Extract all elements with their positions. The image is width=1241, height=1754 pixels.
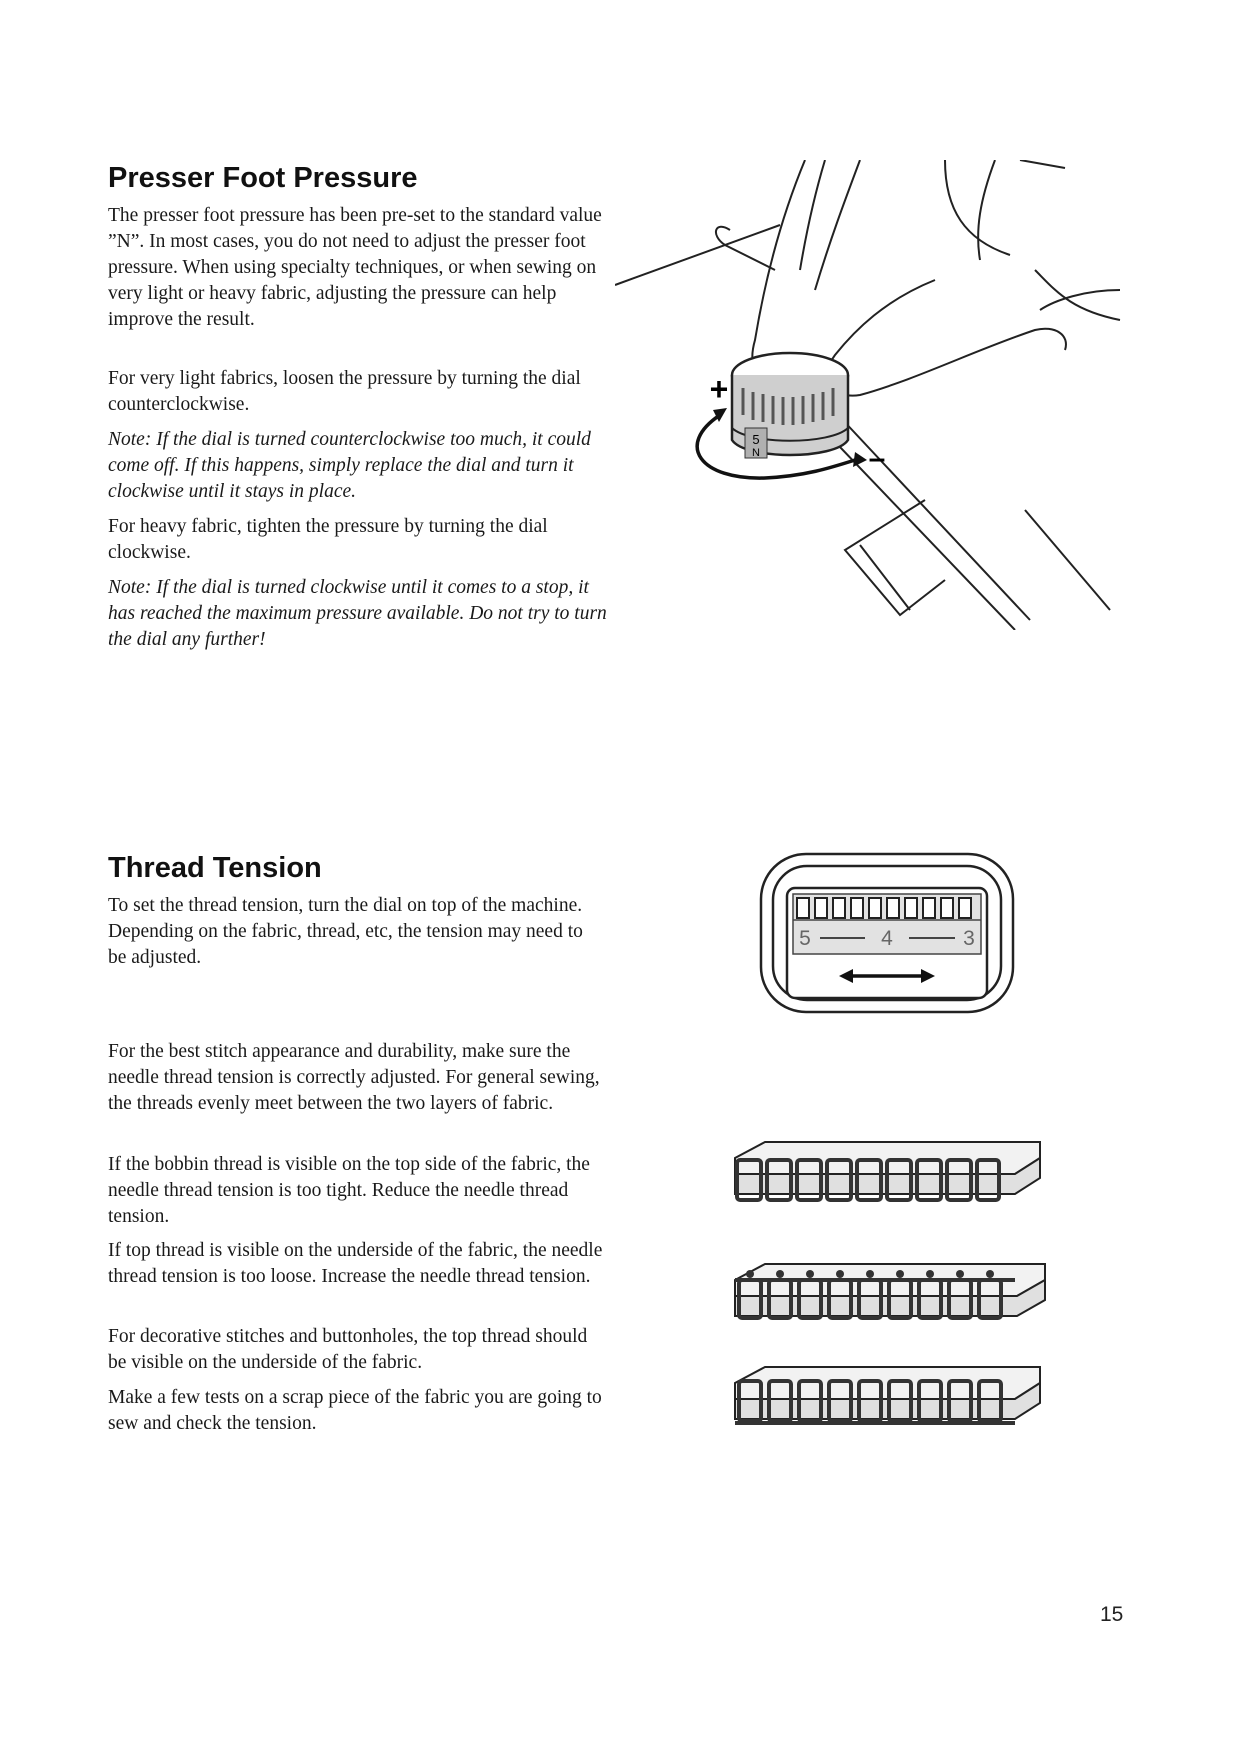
scale-label-4: 4 [881, 927, 893, 950]
paragraph-decorative: For decorative stitches and buttonholes, the top thread should be visible on the underside of the fabric. [108, 1326, 588, 1373]
section-title-presser-foot: Presser Foot Pressure [108, 162, 418, 194]
dial-number: 5 [752, 432, 760, 447]
stitch-diagram-too-tight [725, 1262, 1050, 1327]
stitch-diagram-too-loose [725, 1365, 1045, 1430]
section-title-thread-tension: Thread Tension [108, 852, 322, 884]
presser-foot-dial-illustration [615, 160, 1130, 630]
paragraph-top-thread-visible: If top thread is visible on the underside of the fabric, the needle thread tension is too loose. Increase the needle thread tension. [108, 1240, 603, 1287]
paragraph-bobbin-visible: If the bobbin thread is visible on the top side of the fabric, the needle thread tension is too tight. Reduce the needle thread tension. [108, 1154, 590, 1227]
pressure-dial [732, 353, 848, 459]
tension-dial-illustration [755, 848, 1020, 1018]
paragraph-heavy-fabric: For heavy fabric, tighten the pressure by turning the dial clockwise. [108, 516, 548, 563]
paragraph-intro: The presser foot pressure has been pre-set to the standard value ”N”. In most cases, you do not need to adjust the presser foot pressure. When using specialty techniques, or when sewing on very light or heavy fabric, adjusting the pressure can help improve the result. [108, 205, 602, 330]
paragraph-light-fabrics: For very light fabrics, loosen the pressure by turning the dial counterclockwise. [108, 368, 581, 415]
stitch-diagram-balanced [725, 1140, 1045, 1205]
note-counterclockwise: Note: If the dial is turned counterclockwise too much, it could come off. If this happens, simply replace the dial and turn it clockwise until it stays in place. [108, 429, 591, 502]
note-clockwise: Note: If the dial is turned clockwise until it comes to a stop, it has reached the maximum pressure available. Do not try to turn the dial any further! [108, 577, 607, 650]
plus-label: + [709, 371, 729, 407]
paragraph-best-stitch: For the best stitch appearance and durability, make sure the needle thread tension is correctly adjusted. For general sewing, the threads evenly meet between the two layers of fabric. [108, 1041, 600, 1114]
scale-label-3: 3 [963, 927, 975, 950]
paragraph-set-tension: To set the thread tension, turn the dial on top of the machine. Depending on the fabric, thread, etc, the tension may need to be adjusted. [108, 895, 583, 968]
page-number: 15 [1100, 1603, 1124, 1626]
scale-label-5: 5 [799, 927, 811, 950]
dial-mark: N [752, 447, 760, 459]
paragraph-make-tests: Make a few tests on a scrap piece of the fabric you are going to sew and check the tension. [108, 1387, 602, 1434]
minus-label: – [868, 442, 886, 475]
